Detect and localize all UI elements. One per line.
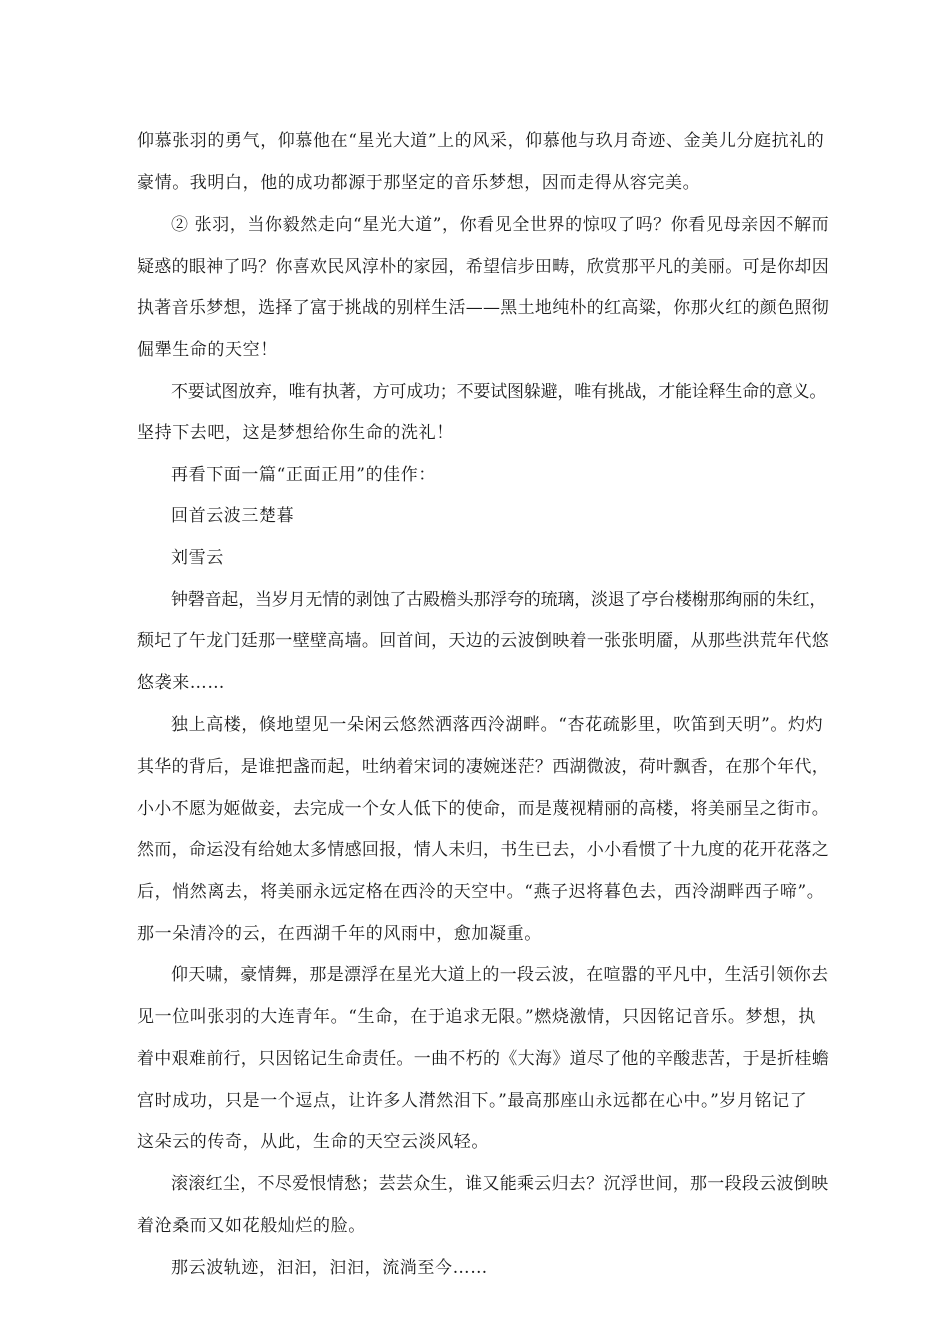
text-line: 小小不愿为姬做妾，去完成一个女人低下的使命，而是蔑视精丽的高楼，将美丽呈之街市。 <box>137 799 829 819</box>
text-line: 这朵云的传奇，从此，生命的天空云淡风轻。 <box>137 1132 489 1152</box>
text-line: 悠袭来…… <box>137 673 225 693</box>
text-line: 宫时成功，只是一个逗点，让许多人潸然泪下。”最高那座山永远都在心中。”岁月铭记了 <box>137 1091 808 1111</box>
text-line: 豪情。我明白，他的成功都源于那坚定的音乐梦想，因而走得从容完美。 <box>137 173 701 193</box>
text-line: 独上高楼，倏地望见一朵闲云悠然洒落西泠湖畔。“杏花疏影里，吹笛到天明”。灼灼 <box>171 715 824 735</box>
text-line: 仰天啸，豪情舞，那是漂浮在星光大道上的一段云波，在喧嚣的平凡中，生活引领你去 <box>171 965 829 985</box>
text-line: 那一朵清冷的云，在西湖千年的风雨中，愈加凝重。 <box>137 924 542 944</box>
text-line: 然而，命运没有给她太多情感回报，情人未归，书生已去，小小看惯了十九度的花开花落之 <box>137 840 829 860</box>
text-line: 那云波轨迹，汩汩，汩汩，流淌至今…… <box>171 1258 488 1278</box>
text-line: 再看下面一篇“正面正用”的佳作： <box>171 465 436 485</box>
text-line: 不要试图放弃，唯有执著，方可成功；不要试图躲避，唯有挑战，才能诠释生命的意义。 <box>171 382 827 402</box>
text-line: ② 张羽，当你毅然走向“星光大道”，你看见全世界的惊叹了吗？你看见母亲因不解而 <box>171 215 830 235</box>
article-author: 刘雪云 <box>171 548 224 568</box>
text-line: 疑惑的眼神了吗？你喜欢民风淳朴的家园，希望信步田畴，欣赏那平凡的美丽。可是你却因 <box>137 257 829 277</box>
text-line: 其华的背后，是谁把盏而起，吐纳着宋词的凄婉迷茫？西湖微波，荷叶飘香，在那个年代， <box>137 757 829 777</box>
text-line: 坚持下去吧，这是梦想给你生命的洗礼！ <box>137 423 454 443</box>
text-line: 仰慕张羽的勇气，仰慕他在“星光大道”上的风采，仰慕他与玖月奇迹、金美儿分庭抗礼的 <box>137 131 825 151</box>
article-title: 回首云波三楚暮 <box>171 506 295 526</box>
text-line: 滚滚红尘，不尽爱恨情愁；芸芸众生，谁又能乘云归去？沉浮世间，那一段段云波倒映 <box>171 1174 829 1194</box>
text-line: 钟磬音起，当岁月无情的剥蚀了古殿檐头那浮夸的琉璃，淡退了亭台楼榭那绚丽的朱红， <box>171 590 827 610</box>
text-line: 颓圮了午龙门廷那一壁壁高墙。回首间，天边的云波倒映着一张张明靥，从那些洪荒年代悠 <box>137 631 829 651</box>
text-line: 后，悄然离去，将美丽永远定格在西泠的天空中。“燕子迟将暮色去，西泠湖畔西子啼”。 <box>137 882 825 902</box>
text-line: 倔犟生命的天空！ <box>137 340 278 360</box>
text-line: 执著音乐梦想，选择了富于挑战的别样生活——黑土地纯朴的红高粱，你那火红的颜色照彻 <box>137 298 829 318</box>
text-line: 着中艰难前行，只因铭记生命责任。一曲不朽的《大海》道尽了他的辛酸悲苦，于是折桂蟾 <box>137 1049 829 1069</box>
text-line: 着沧桑而又如花般灿烂的脸。 <box>137 1216 366 1236</box>
text-line: 见一位叫张羽的大连青年。“生命，在于追求无限。”燃烧激情，只因铭记音乐。梦想，执 <box>137 1007 816 1027</box>
